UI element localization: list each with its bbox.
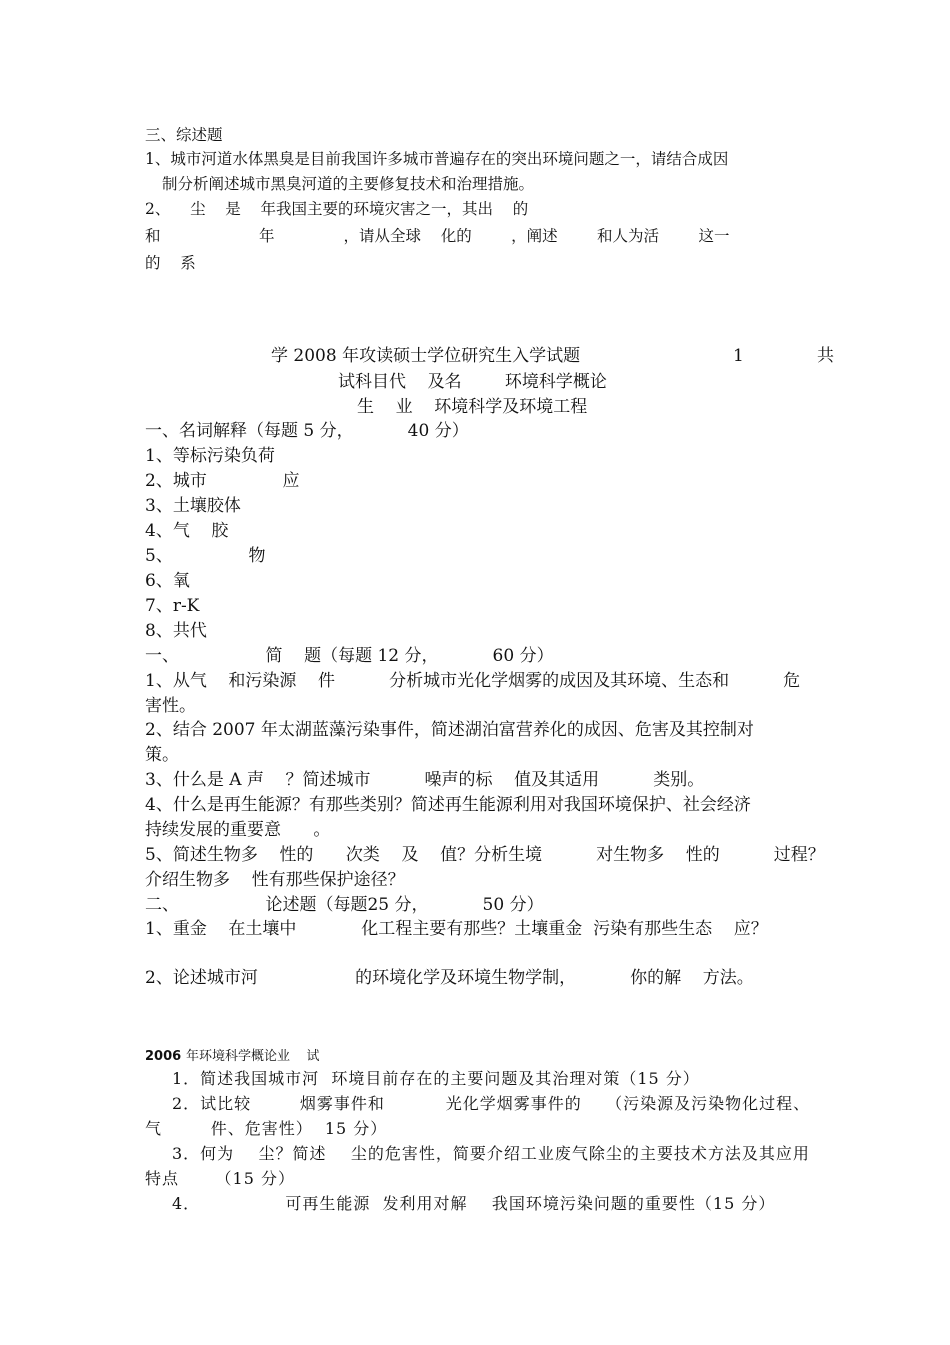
exam-2006-year: 2006: [145, 1049, 182, 1064]
exam-2006-q3-line2: 特点 （15 分）: [145, 1169, 295, 1188]
short-question-line: 持续发展的重要意 。: [145, 820, 331, 840]
short-question-line: 4、什么是再生能源？有那些类别？简述再生能源利用对我国环境保护、社会经济: [145, 795, 751, 815]
term-item: 2、城市 应: [145, 471, 300, 491]
review-q1-line2: 制分析阐述城市黑臭河道的主要修复技术和治理措施。: [162, 175, 535, 193]
review-q1-line1: 1、城市河道水体黑臭是目前我国许多城市普遍存在的突出环境问题之一，请结合成因: [145, 150, 729, 168]
exam-2008-title: 学 2008 年攻读硕士学位研究生入学试题: [271, 346, 581, 366]
term-item: 5、 物: [145, 546, 266, 566]
short-question-line: 3、什么是 A 声 ？简述城市 噪声的标 值及其适用 类别。: [145, 770, 705, 790]
part2-heading: 一、 简 题（每题 12 分， 60 分）: [145, 646, 554, 666]
exam-2008-major: 生 业 环境科学及环境工程: [357, 397, 588, 417]
term-item: 6、氧: [145, 571, 190, 591]
exam-2006-q2-line2: 气 件、危害性） 15 分）: [145, 1119, 388, 1138]
exam-2006-q4: 4． 可再生能源 发利用对解 我国环境污染问题的重要性（15 分）: [172, 1194, 776, 1213]
short-question-line: 介绍生物多 性有那些保护途径？: [145, 870, 405, 890]
review-q2-line3: 的 系: [145, 254, 196, 272]
exam-2006-q3-line1: 3．何为 尘？简述 尘的危害性，简要介绍工业废气除尘的主要技术方法及其应用: [172, 1144, 810, 1163]
short-question-line: 策。: [145, 745, 179, 765]
short-question-line: 2、结合 2007 年太湖蓝藻污染事件，简述湖泊富营养化的成因、危害及其控制对: [145, 720, 754, 740]
exam-2008-title-total: 共: [817, 346, 834, 366]
short-question-line: 1、从气 和污染源 件 分析城市光化学烟雾的成因及其环境、生态和 危: [145, 671, 801, 691]
term-item: 1、等标污染负荷: [145, 446, 275, 466]
exam-2006-q2-line1: 2．试比较 烟雾事件和 光化学烟雾事件的 （污染源及污染物化过程、: [172, 1094, 811, 1113]
short-question-line: 害性。: [145, 696, 196, 716]
review-q2-line1: 2、 尘 是 年我国主要的环境灾害之一，其出 的: [145, 200, 529, 218]
exam-2008-title-number: 1: [733, 346, 744, 366]
term-item: 7、r-K: [145, 596, 200, 616]
term-item: 8、共代: [145, 621, 207, 641]
essay-question-2: 2、论述城市河 的环境化学及环境生物学制， 你的解 方法。: [145, 968, 754, 988]
term-item: 4、气 胶: [145, 521, 229, 541]
review-q2-line2: 和 年 ，请从全球 化的 ，阐述 和人为活 这一: [145, 227, 730, 245]
part1-heading: 一、名词解释（每题 5 分， 40 分）: [145, 421, 469, 441]
exam-2006-title: 年环境科学概论业 试: [186, 1049, 320, 1064]
short-question-line: 5、简述生物多 性的 次类 及 值？分析生境 对生物多 性的 过程？: [145, 845, 825, 865]
part3-heading: 二、 论述题（每题25 分， 50 分）: [145, 895, 544, 915]
section-heading-review: 三、综述题: [145, 126, 223, 144]
essay-question-1: 1、重金 在土壤中 化工程主要有那些？土壤重金 污染有那些生态 应？: [145, 919, 768, 939]
term-item: 3、土壤胶体: [145, 496, 241, 516]
exam-2006-q1: 1．简述我国城市河 环境目前存在的主要问题及其治理对策（15 分）: [172, 1069, 700, 1088]
exam-2008-subject: 试科目代 及名 环境科学概论: [338, 372, 607, 392]
